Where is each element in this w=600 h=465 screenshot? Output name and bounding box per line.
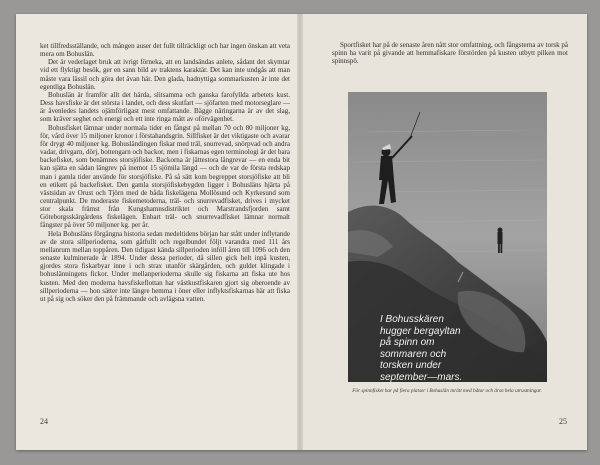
right-page — [300, 14, 587, 450]
right-page-text — [332, 41, 568, 65]
page-number-right: 25 — [559, 417, 567, 426]
photo-caption: För spinnfisket har på fiera platser i Bohuslän inrätt med båtar och årsn hela utrustningar. — [352, 388, 542, 394]
left-page-text — [40, 42, 290, 303]
overlay-line: I Bohusskären — [380, 314, 444, 325]
paragraph: Bohusfisket lämnar under normala tider en fångst på mellan 70 och 80 miljoner kg, för, vård över 15 miljoner kronor i förstahandsgrin. Sillfisket är det viktigaste och avarar för drygt 40 miljoner kg. Bohusländingen fiskar med träl, snurrevad, snörpvad och andra vadar, drivgarn, dörj, bottengarn och backor, men i fiskarnas egen terminologi är det bara backefisket, som benämnes storsjöfiske. Backorna är jättestora långrevar — en enda bit kan sjätta en sådan längrev på inemot 15 sjömila längd — och de var de första redskap man i gamla tider använde för storsjöfiske. På så sätt kom begreppet storsjöfiske att bli en etikett på backefisket. Den gamla storsjöfiskebygden ligger i Bohusläns hjärta på västsidan av Orust och Tjörn med de båda fiskelägena Mollösund och Kyrkesund som centralpunkt. De moderaste fiskemetoderna, träl- och snurrevadfisket, drives i mycket stor skala främst från Kungshamnsdistriktet och Marstrandsfjorden samt Göteborgsskärgårdens fiskelägen. Enbart träl- och snurrevadfisket lämnar normalt fångster på över 50 miljoner kg. per år. — [40, 123, 290, 230]
overlay-line: på spinn om — [380, 337, 435, 348]
photo-overlay-text — [380, 314, 540, 382]
paragraph: Sportfisket har på de senaste åren nått stor omfattning, och fångsterna av torsk på spinn ha varit på givande att hemmafiskare förstörden på kusten utbytt pilken mot spinnspö. — [332, 41, 568, 66]
overlay-line: september—mars. — [380, 371, 463, 382]
paragraph: Bohuslän är framför allt det härda, slitsamma och ganska farofyllda arbetets kust. Dess havsfiske är det största i landet, och dess skutfart — sjöfarten med motorseglare — är åvenledes landets ojämförligast mest omfattande. Bägge näringarna är av det slag, som kräver seghet och energi och ett inte ringa mått av oförvägenhet. — [40, 90, 290, 124]
left-page — [16, 14, 300, 450]
overlay-line: hugger bergayltan — [380, 325, 461, 337]
overlay-line: torsken under — [380, 360, 442, 371]
paragraph: Hela Bohusläns förgångna historia sedan medeltidens början har stått under inflytande av de stora sillperioderna, som gåtfullt och regelbundet följt varandra med 111 års mellanrum mellan toppåren. Den tidigast kända sillperioden inföll åren till 1096 och den senaste kulminerade år 1894. Under dessa perioder, då sillen gick helt inpå kusten, gjordes stora fiskarbyar inne i och strax utanför skärgården, och guldet klingade i bohuslänningens fickor. Under mellanperioderna skulle sig fiskarna att fiska ute hos kusten. Med den moderna havsfiskeflottan har västkustfiskaren gjort sig oberoende av sillperioderna — hon sätter inte längre hemma i öner eller inflyktsfiskarnas här att fiska ut på sig och söker den på främmande och avlägsna vatten. — [40, 229, 290, 303]
overlay-line: sommaren och — [380, 348, 447, 360]
fishing-photo — [348, 92, 547, 382]
page-number-left: 24 — [40, 417, 48, 426]
open-booklet — [16, 14, 587, 450]
booklet-spine — [297, 14, 303, 450]
paragraph: ket tillfredsställande, och mången auser det fullt tillräckligt och har ingen önskan att veta mera om Bohuslän. — [40, 42, 290, 59]
paragraph: Det är vederlaget bruk att ivrigt förneka, att en landsändas anlete, sådant det skymtar vid ett flyktigt besök, ger en sann bild av traktens karaktär. Det kan inte undgås att man måste vara lässil och göra det ävan här. Den glada, hadnyttiga sommarkusten är inte det egentliga Bohuslän. — [40, 58, 290, 91]
